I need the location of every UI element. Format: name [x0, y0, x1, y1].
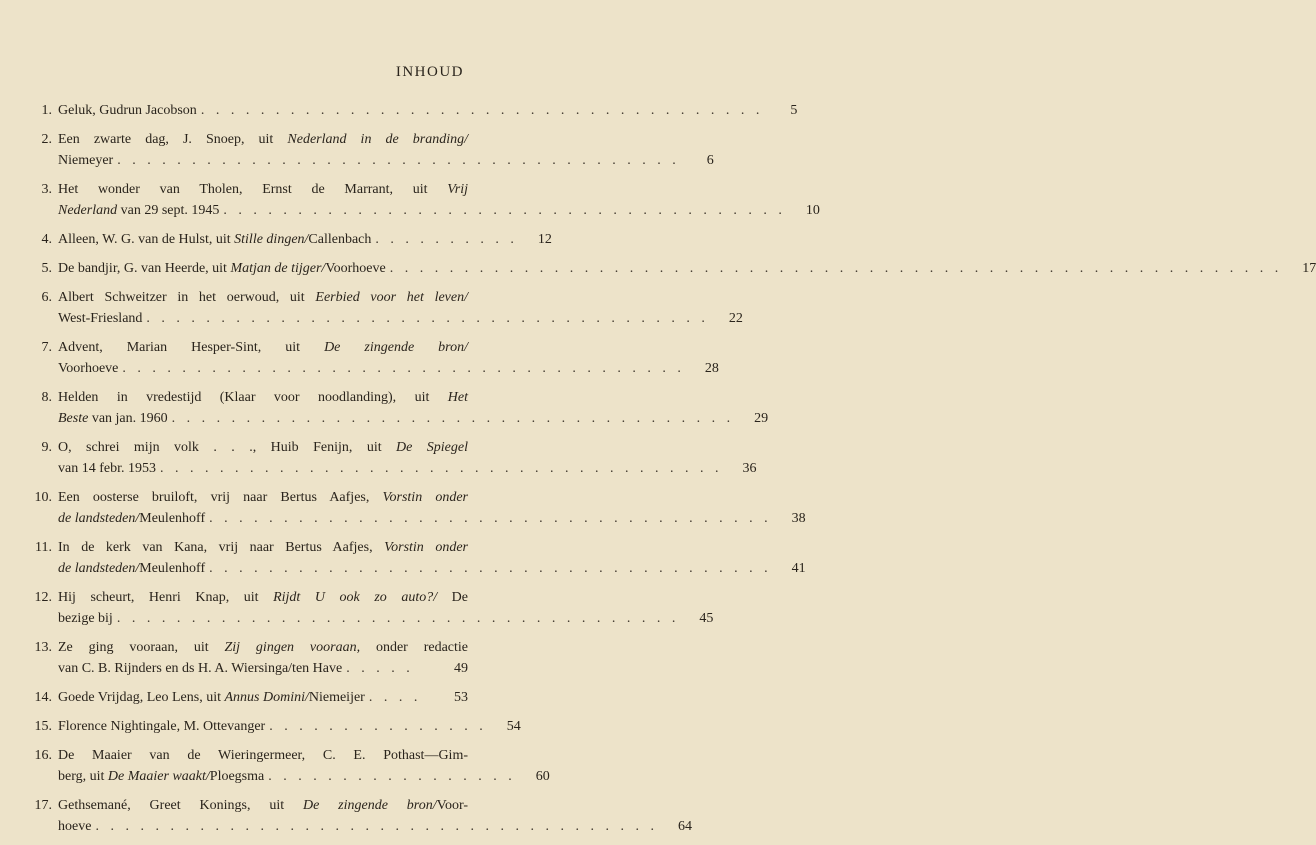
entry-publisher: De — [437, 590, 468, 605]
entry-page: 49 — [454, 661, 468, 676]
toc-entry-12 — [28, 587, 714, 629]
entry-text: Goede Vrijdag, Leo Lens, uit — [58, 690, 225, 705]
leader-dots: . . . . . . . . . . . . . . . . . . . . . . . . . . . . . . . . . . . . . . — [146, 311, 709, 326]
leader-dots: . . . . . . . . . . . . . . . . . . . . . . . . . . . . . . . . . . . . . . — [122, 361, 685, 376]
entry-number: 4. — [41, 232, 52, 247]
entry-source: Rijdt U ook zo auto?/ — [273, 590, 438, 605]
entry-page: 29 — [754, 411, 769, 426]
toc-entry-16 — [28, 745, 550, 787]
toc-entry-6 — [28, 287, 743, 329]
toc-entry-3 — [28, 179, 820, 221]
entry-text: De Maaier van de Wieringermeer, C. E. Pothast—Gim- — [58, 748, 468, 763]
leader-dots: . . . . . — [346, 661, 414, 676]
entry-source: Beste — [58, 411, 89, 426]
entry-number: 1. — [41, 103, 52, 118]
entry-source: De Spiegel — [396, 440, 468, 455]
leader-dots: . . . . — [368, 690, 422, 705]
entry-text: Een zwarte dag, J. Snoep, uit — [58, 132, 288, 147]
entry-text: In de kerk van Kana, vrij naar Bertus Aafjes, — [58, 540, 385, 555]
entry-source: de landsteden/ — [58, 561, 140, 576]
entry-page: 60 — [535, 769, 550, 784]
entry-text: O, schrei mijn volk . . ., Huib Fenijn, uit — [58, 440, 397, 455]
entry-source: De zingende bron/ — [302, 798, 437, 813]
entry-page: 10 — [805, 203, 820, 218]
entry-publisher: Callenbach — [308, 232, 372, 247]
entry-page: 6 — [706, 153, 714, 168]
entry-number: 7. — [41, 340, 52, 355]
entry-source: De zingende bron/ — [324, 340, 468, 355]
toc-entry-7 — [28, 337, 719, 379]
entry-publisher: Meulenhoff — [139, 511, 206, 526]
entry-text: onder redactie — [360, 640, 468, 655]
toc-entry-14 — [28, 687, 468, 708]
entry-number: 2. — [41, 132, 52, 147]
entry-number: 10. — [34, 490, 52, 505]
entry-page: 41 — [791, 561, 806, 576]
entry-publisher: Voorhoeve — [58, 361, 119, 376]
entry-source: Stille dingen/ — [234, 232, 309, 247]
entry-source: Zij gingen vooraan, — [224, 640, 361, 655]
leader-dots: . . . . . . . . . . . . . . . . . . . . . . . . . . . . . . . . . . . . . . — [200, 103, 764, 118]
entry-text: Helden in vredestijd (Klaar voor noodlanding), uit — [58, 390, 448, 405]
entry-text: Albert Schweitzer in het oerwoud, uit — [58, 290, 316, 305]
leader-dots: . . . . . . . . . . . . . . . . . . . . . . . . . . . . . . . . . . . . . . — [209, 561, 772, 576]
entry-page: 38 — [791, 511, 806, 526]
leader-dots: . . . . . . . . . . . . . . . . . . . . . . . . . . . . . . . . . . . . . . . . . . . . . . . . . . . . . . . . . . . . — [389, 261, 1283, 276]
entry-text: Alleen, W. G. van de Hulst, uit — [58, 232, 235, 247]
entry-source: Vorstin onder — [382, 490, 468, 505]
entry-publisher: hoeve — [58, 819, 92, 834]
leader-dots: . . . . . . . . . . . . . . . . . . . . . . . . . . . . . . . . . . . . . . — [159, 461, 723, 476]
entry-page: 22 — [728, 311, 743, 326]
entry-number: 15. — [34, 719, 52, 734]
entry-text: Een oosterse bruiloft, vrij naar Bertus Aafjes, — [58, 490, 383, 505]
entry-publisher: Ploegsma — [209, 769, 265, 784]
entry-text: Florence Nightingale, M. Ottevanger — [58, 719, 266, 734]
leader-dots: . . . . . . . . . . — [375, 232, 518, 247]
entry-text: Niemeyer — [58, 153, 114, 168]
entry-text: Gethsemané, Greet Konings, uit — [58, 798, 303, 813]
entry-number: 3. — [41, 182, 52, 197]
entry-page: 28 — [704, 361, 719, 376]
entry-number: 8. — [41, 390, 52, 405]
toc-entry-9 — [28, 437, 757, 479]
entry-number: 9. — [41, 440, 52, 455]
leader-dots: . . . . . . . . . . . . . . . . . . . . . . . . . . . . . . . . . . . . . . — [171, 411, 735, 426]
entry-number: 13. — [34, 640, 52, 655]
leader-dots: . . . . . . . . . . . . . . . — [269, 719, 487, 734]
toc-entry-2 — [28, 129, 714, 171]
entry-source: Matjan de tijger/ — [230, 261, 326, 276]
entry-publisher: West-Friesland — [58, 311, 143, 326]
entry-source: Vorstin onder — [384, 540, 468, 555]
entry-page: 53 — [454, 690, 468, 705]
entry-number: 14. — [34, 690, 52, 705]
toc-entry-17 — [28, 795, 692, 837]
table-of-contents — [28, 100, 1316, 845]
leader-dots: . . . . . . . . . . . . . . . . . . . . . . . . . . . . . . . . . . . . . . — [223, 203, 786, 218]
entry-number: 17. — [34, 798, 52, 813]
toc-entry-15 — [28, 716, 521, 737]
entry-source: Nederland — [58, 203, 118, 218]
entry-publisher: Niemeijer — [308, 690, 365, 705]
entry-source: Nederland in de branding/ — [287, 132, 469, 147]
entry-text: Geluk, Gudrun Jacobson — [58, 103, 197, 118]
entry-text: berg, uit — [58, 769, 108, 784]
entry-text: De bandjir, G. van Heerde, uit — [58, 261, 231, 276]
toc-entry-1 — [28, 100, 798, 121]
entry-publisher: Voorhoeve — [325, 261, 386, 276]
entry-source: Eerbied voor het leven/ — [315, 290, 468, 305]
entry-source: de landsteden/ — [58, 511, 140, 526]
entry-number: 11. — [35, 540, 52, 555]
entry-text: van 14 febr. 1953 — [58, 461, 156, 476]
entry-source: Vrij — [447, 182, 468, 197]
entry-number: 6. — [41, 290, 52, 305]
entry-text: van C. B. Rijnders en ds H. A. Wiersinga/ten Have — [58, 661, 343, 676]
entry-number: 12. — [34, 590, 52, 605]
toc-entry-13 — [28, 637, 468, 679]
entry-page: 17 — [1302, 261, 1316, 276]
entry-page: 54 — [506, 719, 521, 734]
toc-entry-10 — [28, 487, 806, 529]
entry-page: 45 — [699, 611, 714, 626]
entry-source: Het — [447, 390, 468, 405]
entry-number: 16. — [34, 748, 52, 763]
entry-page: 5 — [790, 103, 798, 118]
toc-entry-11 — [28, 537, 806, 579]
toc-entry-5 — [28, 258, 1316, 279]
entry-number: 5. — [41, 261, 52, 276]
entry-page: 12 — [537, 232, 552, 247]
entry-source: Annus Domini/ — [224, 690, 309, 705]
entry-page: 36 — [742, 461, 757, 476]
entry-text: Het wonder van Tholen, Ernst de Marrant, uit — [58, 182, 448, 197]
toc-entry-8 — [28, 387, 769, 429]
entry-page: 64 — [677, 819, 692, 834]
entry-source: De Maaier waakt/ — [107, 769, 210, 784]
entry-text: Ze ging vooraan, uit — [58, 640, 225, 655]
entry-publisher: bezige bij — [58, 611, 113, 626]
leader-dots: . . . . . . . . . . . . . . . . . . . . . . . . . . . . . . . . . . . . . . — [95, 819, 658, 834]
toc-entry-4 — [28, 229, 552, 250]
entry-text: van 29 sept. 1945 — [117, 203, 220, 218]
page-title: INHOUD — [395, 64, 464, 80]
entry-publisher: Meulenhoff — [139, 561, 206, 576]
entry-text: Hij scheurt, Henri Knap, uit — [58, 590, 274, 605]
entry-text: Advent, Marian Hesper-Sint, uit — [58, 340, 325, 355]
leader-dots: . . . . . . . . . . . . . . . . . . . . . . . . . . . . . . . . . . . . . . — [209, 511, 772, 526]
leader-dots: . . . . . . . . . . . . . . . . . . . . . . . . . . . . . . . . . . . . . . — [117, 153, 680, 168]
entry-publisher: Voor- — [436, 798, 468, 813]
leader-dots: . . . . . . . . . . . . . . . . . — [268, 769, 516, 784]
leader-dots: . . . . . . . . . . . . . . . . . . . . . . . . . . . . . . . . . . . . . . — [116, 611, 680, 626]
entry-text: van jan. 1960 — [88, 411, 168, 426]
